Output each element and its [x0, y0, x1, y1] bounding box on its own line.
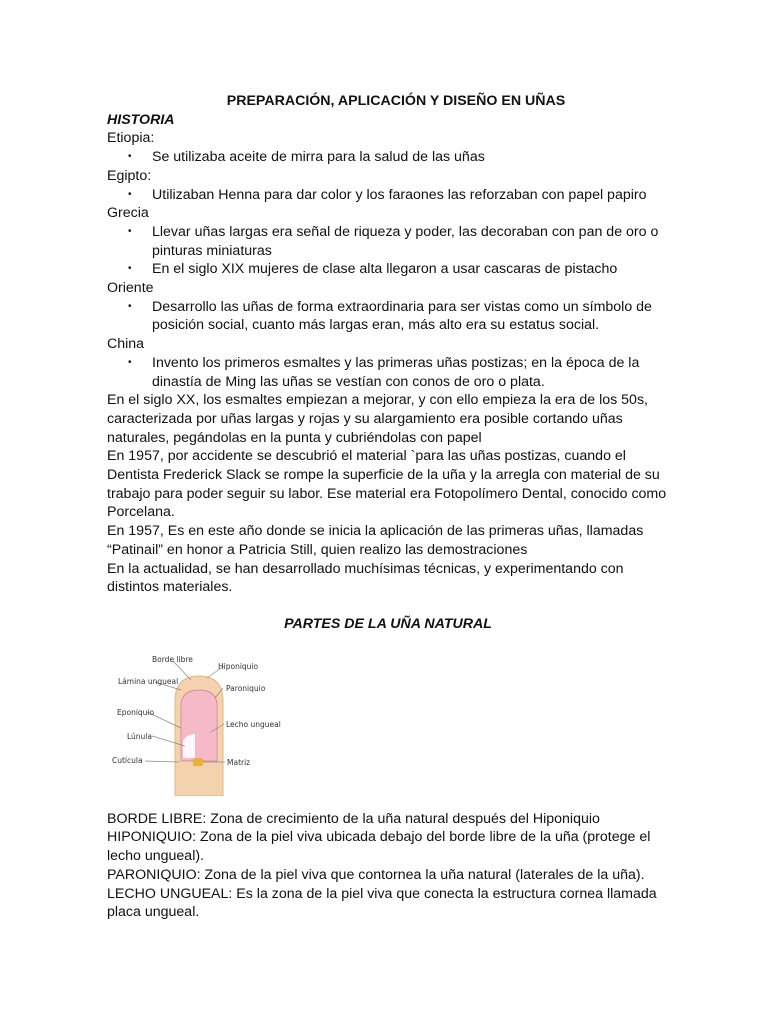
- paragraph: En 1957, por accidente se descubrió el material `para las uñas postizas, cuando el Dentista Frederick Slack se rompe la superficie de la uña y la arregla con material de su trabajo para poder seguir su labor. Ese material era Fotopolímero Dental, conocido como Porcelana.: [107, 448, 667, 521]
- paragraph: En la actualidad, se han desarrollado muchísimas técnicas, y experimentando con distintos materiales.: [107, 560, 624, 596]
- label-hiponiquio: Hiponiquio: [218, 661, 259, 671]
- bullet-text: Llevar uñas largas era señal de riqueza y poder, las decoraban con pan de oro o pinturas miniaturas: [152, 223, 659, 259]
- list-item: [107, 354, 667, 391]
- bullet-icon: •: [128, 188, 132, 200]
- label-lunula: Lúnula: [127, 731, 152, 741]
- definitions-block: [107, 810, 667, 922]
- partes-heading: PARTES DE LA UÑA NATURAL: [284, 615, 492, 632]
- bullet-icon: •: [128, 263, 132, 275]
- region-name: Grecia: [107, 205, 149, 222]
- label-eponiquio: Eponiquio: [117, 707, 155, 717]
- definition-item: BORDE LIBRE: Zona de crecimiento de la uña natural después del Hiponiquio: [107, 810, 600, 827]
- label-lecho-ungueal: Lecho ungueal: [226, 719, 281, 729]
- label-lamina-ungueal: Lámina ungueal: [118, 676, 179, 686]
- region-china: [107, 335, 667, 391]
- region-name: Egipto:: [107, 167, 152, 184]
- label-borde-libre: Borde libre: [152, 654, 193, 664]
- bullet-text: En el siglo XIX mujeres de clase alta llegaron a usar cascaras de pistacho: [152, 261, 618, 278]
- region-name: Oriente: [107, 280, 154, 297]
- bullet-text: Invento los primeros esmaltes y las primeras uñas postizas; en la época de la dinastía de Ming las uñas se vestían con conos de oro o plata.: [152, 354, 640, 390]
- paragraph: En 1957, Es en este año donde se inicia la aplicación de las primeras uñas, llamadas “Patinail” en honor a Patricia Still, quien realizo las demostraciones: [107, 523, 644, 558]
- document-title: PREPARACIÓN, APLICACIÓN Y DISEÑO EN UÑAS: [226, 93, 566, 109]
- nail-diagram: [107, 646, 287, 796]
- historia-heading: HISTORIA: [107, 111, 175, 128]
- region-etiopia: [107, 129, 667, 166]
- bullet-text: Desarrollo las uñas de forma extraordinaria para ser vistas como un símbolo de posición social, cuanto más largas eran, más alto era su estatus social.: [152, 298, 652, 334]
- definition-item: PARONIQUIO: Zona de la piel viva que contornea la uña natural (laterales de la uña).: [107, 866, 645, 883]
- document-page: [107, 92, 667, 922]
- bullet-icon: •: [128, 151, 132, 163]
- list-item: [107, 298, 667, 335]
- region-egipto: [107, 167, 667, 204]
- list-item: [107, 260, 667, 279]
- bullet-icon: •: [128, 300, 132, 312]
- region-oriente: [107, 279, 667, 335]
- bullet-text: Utilizaban Henna para dar color y los faraones las reforzaban con papel papiro: [152, 186, 647, 203]
- bullet-text: Se utilizaba aceite de mirra para la salud de las uñas: [152, 149, 485, 166]
- label-matriz: Matriz: [227, 757, 251, 767]
- list-item: [107, 186, 667, 205]
- label-paroniquio: Paroniquio: [226, 683, 266, 693]
- region-grecia: [107, 204, 667, 279]
- bullet-icon: •: [128, 225, 132, 237]
- paragraph: En el siglo XX, los esmaltes empiezan a mejorar, y con ello empieza la era de los 50s, caracterizada por uñas largas y rojas y su alargamiento era posible cortando uñas naturales, pegándolas en la punta y cubriéndolas con papel: [107, 392, 648, 446]
- label-cuticula: Cutícula: [112, 755, 143, 765]
- bullet-icon: •: [128, 356, 132, 368]
- matrix-mark: [193, 758, 203, 766]
- definition-item: HIPONIQUIO: Zona de la piel viva ubicada debajo del borde libre de la uña (protege el lecho ungueal).: [107, 829, 651, 865]
- list-item: [107, 223, 667, 260]
- region-name: Etiopia:: [107, 130, 155, 147]
- region-name: China: [107, 336, 145, 353]
- definition-item: LECHO UNGUEAL: Es la zona de la piel viva que conecta la estructura cornea llamada placa ungueal.: [107, 885, 657, 921]
- list-item: [107, 148, 667, 167]
